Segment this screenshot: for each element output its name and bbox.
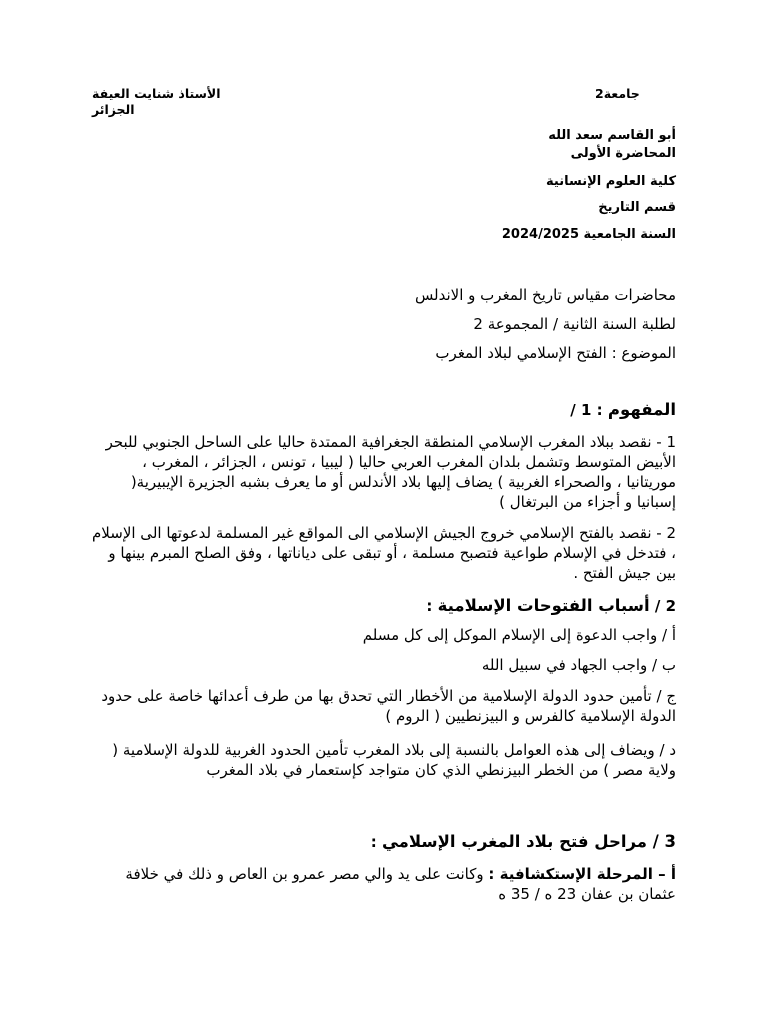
- cause-item-a: أ / واجب الدعوة إلى الإسلام الموكل إلى كل مسلم: [362, 626, 676, 644]
- academic-year: السنة الجامعية 2024/2025: [501, 227, 676, 242]
- city-name: الجزائر: [92, 102, 135, 117]
- course-topic: الموضوع : الفتح الإسلامي لبلاد المغرب: [435, 344, 676, 362]
- section3-heading: [92, 832, 676, 852]
- course-title: محاضرات مقياس تاريخ المغرب و الاندلس: [414, 286, 676, 304]
- cause-item-d: د / ويضاف إلى هذه العوامل بالنسبة إلى بلاد المغرب تأمين الحدود الغربية للدولة الإسلامية ( ولاية مصر ) من الخطر البيزنطي الذي كان متواجد كإستعمار في بلاد المغرب: [112, 741, 676, 779]
- university-header: جامعة2: [595, 86, 640, 101]
- section2-heading-number: 2 /: [649, 597, 676, 615]
- lecture-number: المحاضرة الأولى: [570, 146, 676, 161]
- definition-paragraph-2: 2 - نقصد بالفتح الإسلامي خروج الجيش الإسلامي الى المواقع غير المسلمة لدعوتها الى الإسلام ، فتدخل في الإسلام طواعية فتصبح مسلمة ، أو تبقى على دياناتها ، وفق الصلح المبرم بينها و بين جيش الفتح .: [92, 524, 676, 582]
- cause-item-b: ب / واجب الجهاد في سبيل الله: [481, 656, 676, 674]
- section1-heading-number: : 1 /: [570, 401, 608, 419]
- section2-heading: [92, 596, 676, 616]
- phase-label: أ – المرحلة الإستكشافية :: [488, 865, 676, 883]
- phase-paragraph: [92, 864, 676, 904]
- section1-heading: [92, 400, 676, 420]
- cause-item-c: ج / تأمين حدود الدولة الإسلامية من الأخطار التي تحدق بها من طرف أعدائها خاصة على حدود الدولة الإسلامية كالفرس و البيزنطيين ( الروم ): [101, 687, 676, 725]
- section1-heading-label: المفهوم: [607, 400, 676, 419]
- phase-text: وكانت على يد والي مصر عمرو بن العاص و ذلك في خلافة عثمان بن عفان 23 ه / 35 ه: [125, 865, 676, 903]
- section3-heading-colon: :: [370, 833, 382, 851]
- section3-heading-label: 3 / مراحل فتح بلاد المغرب الإسلامي: [381, 832, 676, 851]
- definition-paragraph-1: 1 - نقصد ببلاد المغرب الإسلامي المنطقة الجغرافية الممتدة حاليا على الساحل الجنوبي للبحر الأبيض المتوسط وتشمل بلدان المغرب العربي حاليا ( ليبيا ، تونس ، الجزائر ، المغرب ، موريتانيا ، والصحراء الغربية ) يضاف إليها بلاد الأندلس أو ما يعرف بشبه الجزيرة الإيبيرية( إسبانيا و أجزاء من البرتغال ): [105, 433, 676, 511]
- professor-name: الأستاذ شنايت العيفة: [92, 86, 221, 101]
- faculty-name: كلية العلوم الإنسانية: [546, 174, 676, 189]
- course-audience: لطلبة السنة الثانية / المجموعة 2: [473, 315, 676, 333]
- department-name: قسم التاريخ: [598, 200, 676, 215]
- section2-heading-colon: :: [426, 597, 438, 615]
- university-name: أبو القاسم سعد الله: [548, 128, 676, 143]
- section2-heading-label: أسباب الفتوحات الإسلامية: [437, 596, 650, 615]
